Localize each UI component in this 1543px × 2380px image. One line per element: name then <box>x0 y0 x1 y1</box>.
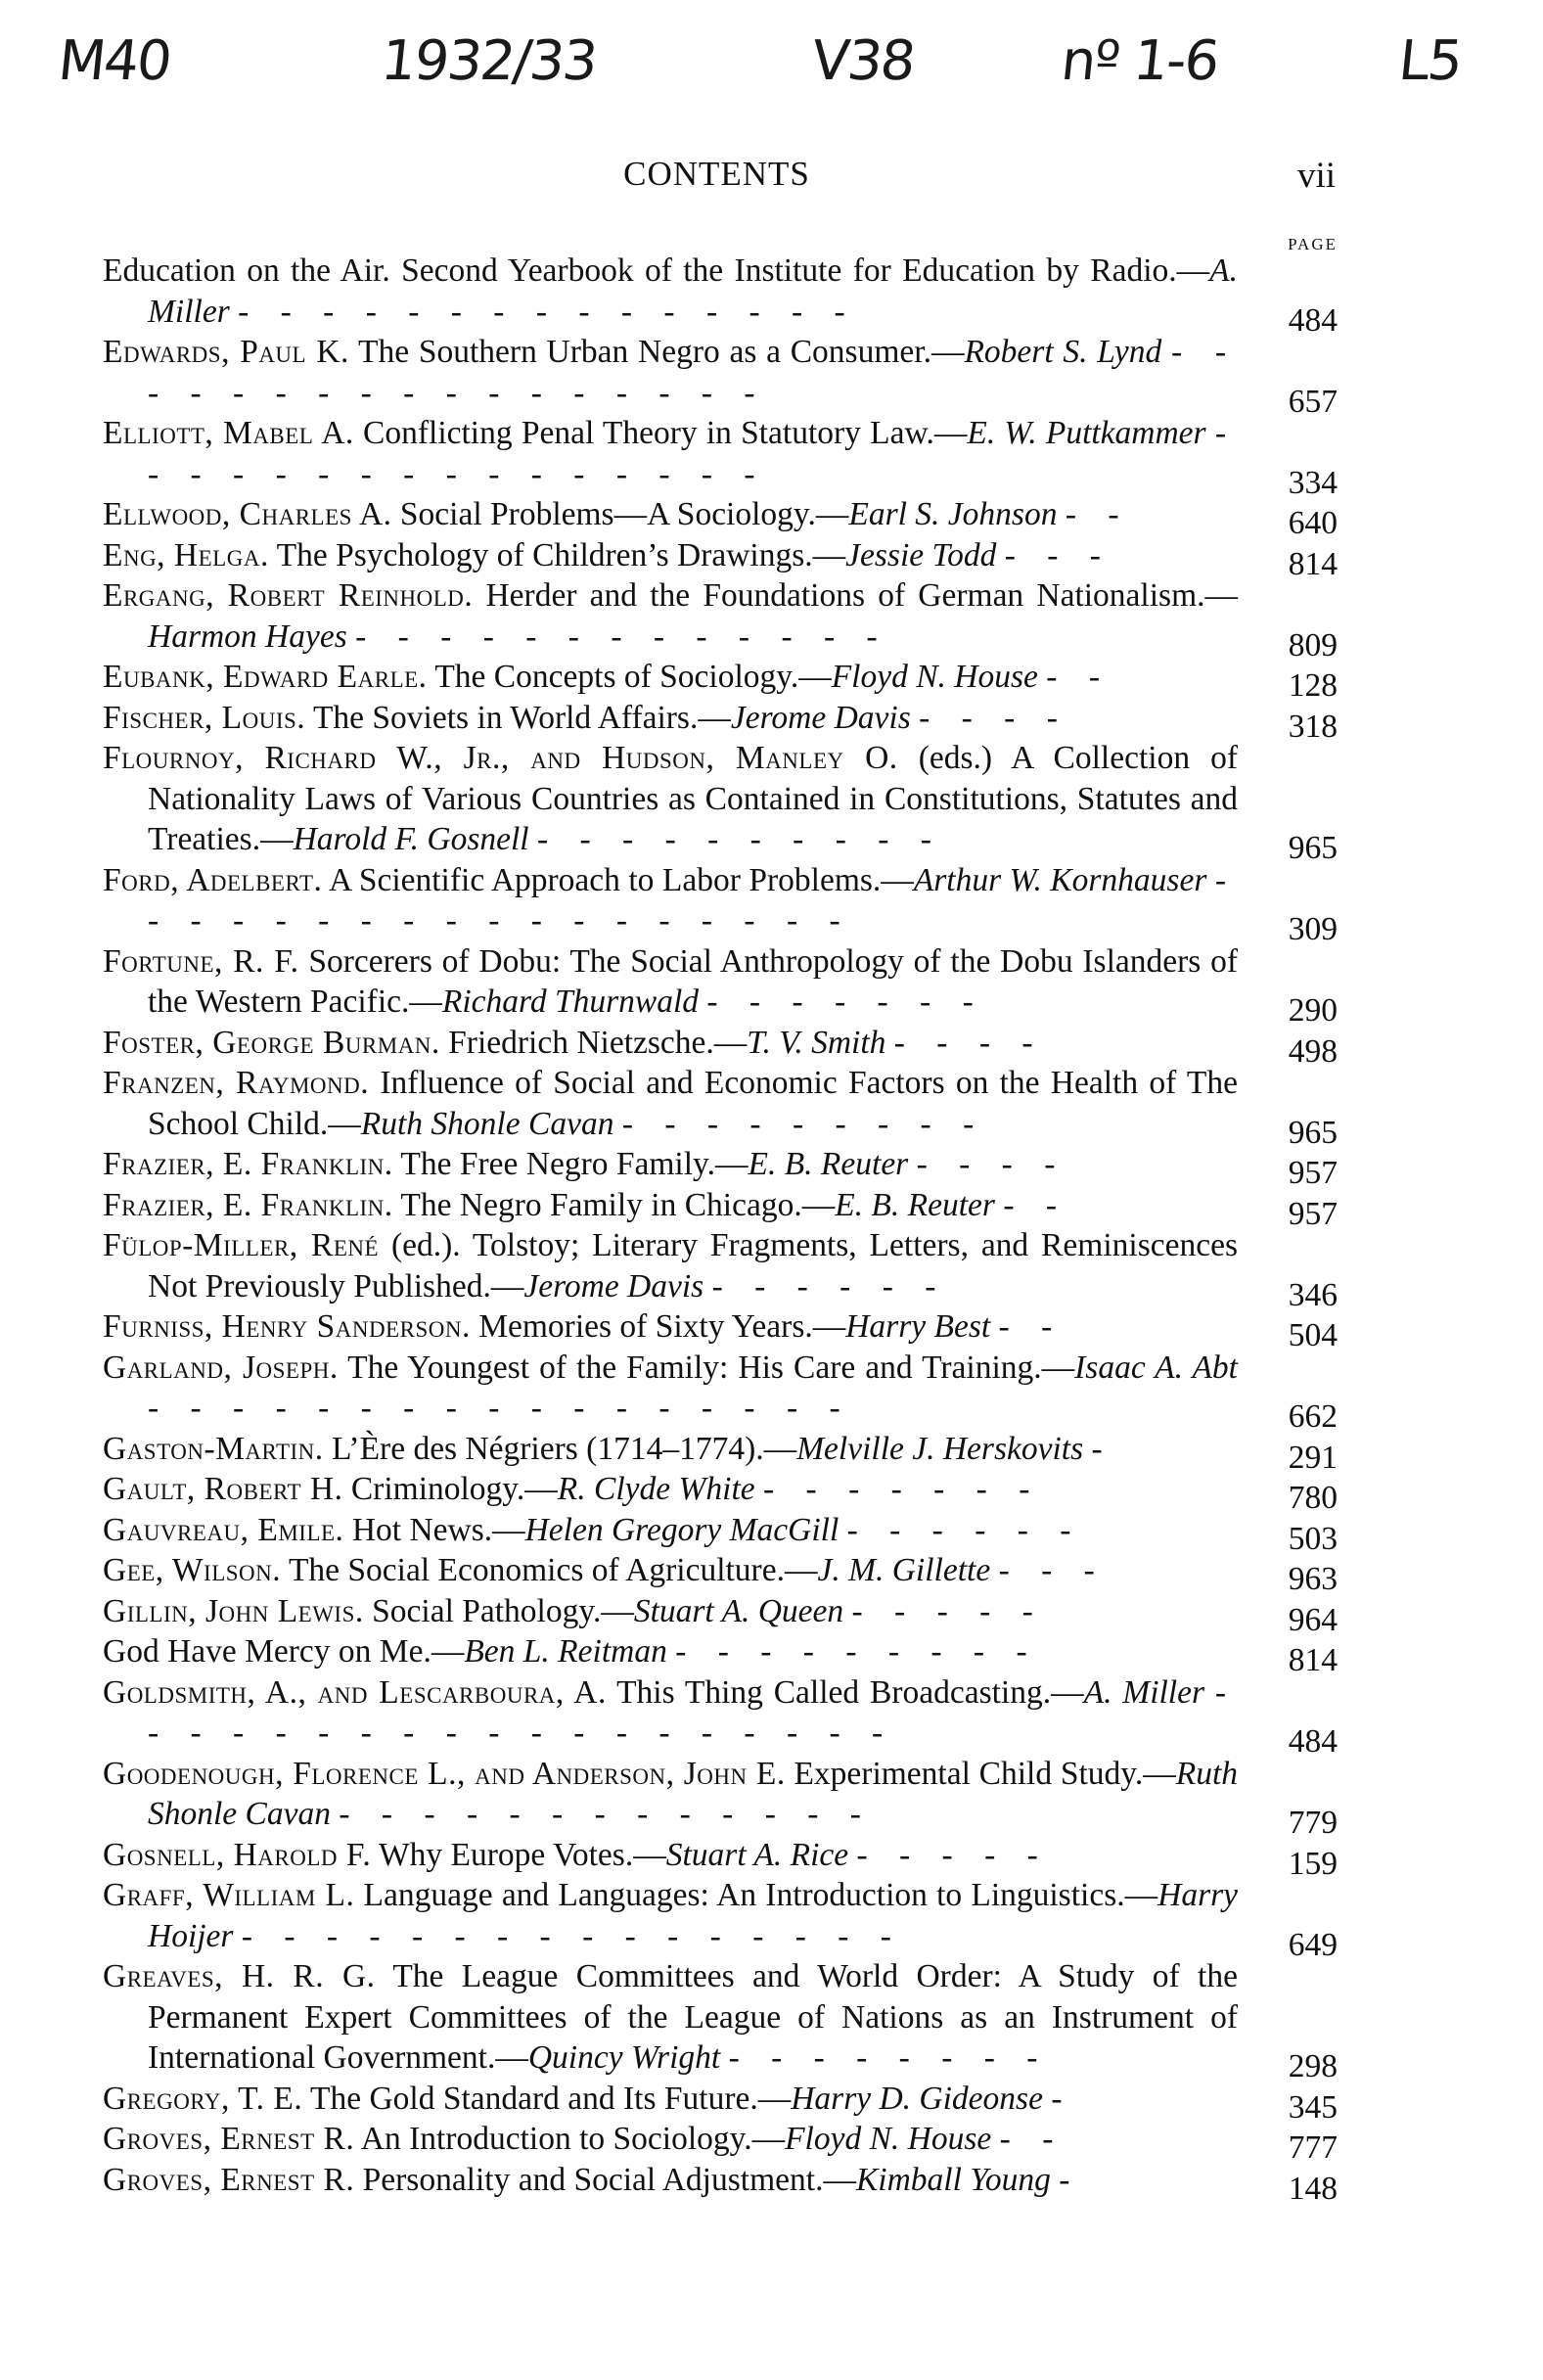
handwritten-mark-3: V38 <box>808 29 917 93</box>
entry-reviewer: Floyd N. House <box>831 659 1038 695</box>
contents-entry: Furniss, Henry Sanderson. Memories of Sixty Years.—Harry Best - - 504 <box>103 1306 1338 1348</box>
handwritten-mark-2: 1932/33 <box>378 29 600 93</box>
entry-reviewer: Earl S. Johnson <box>848 496 1058 532</box>
entry-page-number: 291 <box>1288 1439 1338 1476</box>
contents-entry: Groves, Ernest R. An Introduction to Sociology.—Floyd N. House - - 777 <box>103 2119 1338 2160</box>
entry-page-number: 484 <box>1288 1723 1338 1760</box>
entry-reviewer: Robert S. Lynd <box>964 334 1162 370</box>
entry-title: Conflicting Penal Theory in Statutory Law. <box>363 415 934 451</box>
contents-entry: God Have Mercy on Me.—Ben L. Reitman - - - - - - - - - 814 <box>103 1631 1338 1672</box>
entry-page-number: 298 <box>1288 2048 1338 2084</box>
dot-leaders: - - <box>999 2121 1066 2157</box>
entry-title: Language and Languages: An Introduction to Linguistics. <box>363 1877 1125 1913</box>
entry-reviewer: E. B. Reuter <box>835 1186 995 1223</box>
contents-entry: Ellwood, Charles A. Social Problems—A Sociology.—Earl S. Johnson - - 640 <box>103 494 1338 535</box>
dot-leaders: - - <box>1065 496 1131 532</box>
contents-entry: Gregory, T. E. The Gold Standard and Its Future.—Harry D. Gideonse - 345 <box>103 2079 1338 2120</box>
entry-author: Foster, George Burman. <box>103 1024 440 1061</box>
entry-reviewer: Ben L. Reitman <box>464 1633 667 1670</box>
dot-leaders: - - <box>1046 659 1112 695</box>
entry-page-number: 957 <box>1288 1195 1338 1232</box>
entry-title: The Psychology of Children’s Drawings. <box>276 536 813 573</box>
entry-author: Gault, Robert H. <box>103 1471 343 1507</box>
entry-author: Goldsmith, A., and Lescarboura, A. <box>103 1673 607 1711</box>
dot-leaders: - - - - - - - - - - - - - - - - - <box>148 1390 852 1426</box>
dot-leaders: - - - - <box>919 699 1069 736</box>
entry-title: Why Europe Votes. <box>379 1836 634 1873</box>
entry-reviewer: Jessie Todd <box>845 536 997 573</box>
entry-author: Eng, Helga. <box>103 536 269 573</box>
entry-author: Groves, Ernest R. <box>103 2121 355 2157</box>
contents-entry: Goldsmith, A., and Lescarboura, A. This Thing Called Broadcasting.—A. Miller - - - - - - - - - - - - - - - - - - - 484 <box>103 1672 1338 1754</box>
entry-page-number: 649 <box>1288 1926 1338 1963</box>
entry-author: Ergang, Robert Reinhold. <box>103 577 474 614</box>
entry-title: L’Ère des Négriers (1714–1774). <box>332 1430 764 1467</box>
dot-leaders: - - - - - - - - - <box>621 1105 986 1142</box>
dot-leaders: - - - - - - - - <box>728 2039 1050 2076</box>
entry-author: Greaves, H. R. G. <box>103 1958 376 1994</box>
entry-page-number: 779 <box>1288 1805 1338 1841</box>
contents-entry: Garland, Joseph. The Youngest of the Family: His Care and Training.—Isaac A. Abt - - - - - - - - - - - - - - - - - 662 <box>103 1348 1338 1429</box>
entry-title: A Scientific Approach to Labor Problems. <box>329 861 882 898</box>
contents-entry: Foster, George Burman. Friedrich Nietzsche.—T. V. Smith - - - - 498 <box>103 1023 1338 1064</box>
contents-entry: Eng, Helga. The Psychology of Children’s Drawings.—Jessie Todd - - - 814 <box>103 535 1338 576</box>
dot-leaders: - - - - - - <box>846 1511 1083 1548</box>
entry-author: Frazier, E. Franklin. <box>103 1186 393 1223</box>
handwritten-mark-4: nº 1-6 <box>1058 29 1221 93</box>
dot-leaders: - - - - - - - - - - - - - <box>339 1796 873 1832</box>
handwritten-mark-1: M40 <box>55 29 173 93</box>
entry-title: Memories of Sixty Years. <box>478 1308 813 1345</box>
contents-entry: Gosnell, Harold F. Why Europe Votes.—Stuart A. Rice - - - - - 159 <box>103 1835 1338 1876</box>
dot-leaders: - - - - <box>893 1024 1045 1061</box>
entry-author: Ford, Adelbert. <box>103 861 323 898</box>
entry-author: Gaston-Martin. <box>103 1430 324 1467</box>
entry-title: Experimental Child Study. <box>794 1755 1144 1792</box>
entry-reviewer: J. M. Gillette <box>817 1552 991 1588</box>
contents-entry: Gee, Wilson. The Social Economics of Agriculture.—J. M. Gillette - - - 963 <box>103 1550 1338 1591</box>
entry-title: An Introduction to Sociology. <box>360 2121 752 2157</box>
entry-author: Garland, Joseph. <box>103 1349 339 1386</box>
dot-leaders: - - - - - - - - - - - - - - - - <box>241 1917 903 1954</box>
entry-title: The Social Economics of Agriculture. <box>288 1552 785 1588</box>
entry-page-number: 346 <box>1288 1276 1338 1313</box>
entry-author: Gregory, T. E. <box>103 2080 303 2117</box>
entry-author: Furniss, Henry Sanderson. <box>103 1308 471 1345</box>
entry-reviewer: Ruth Shonle Cavan <box>360 1105 614 1142</box>
contents-entry: Groves, Ernest R. Personality and Social Adjustment.—Kimball Young - 148 <box>103 2160 1338 2201</box>
entry-reviewer: T. V. Smith <box>747 1024 886 1061</box>
entry-reviewer: Helen Gregory MacGill <box>524 1511 840 1548</box>
entry-author: Graff, William L. <box>103 1877 355 1913</box>
entry-title: The Southern Urban Negro as a Consumer. <box>358 334 931 370</box>
entry-reviewer: A. Miller <box>1083 1673 1205 1711</box>
dot-leaders: - - - - - - - - - - - - - - - <box>238 293 857 330</box>
entry-reviewer: E. W. Puttkammer <box>967 415 1206 451</box>
handwritten-mark-5: L5 <box>1395 29 1465 93</box>
dot-leaders: - - - - - - - - - - - - - - - - <box>148 415 1238 492</box>
entry-page-number: 964 <box>1288 1601 1338 1638</box>
entry-title: This Thing Called Broadcasting. <box>616 1673 1052 1711</box>
entry-page-number: 309 <box>1288 911 1338 947</box>
contents-entry: Greaves, H. R. G. The League Committees and World Order: A Study of the Permanent Expert Committees of the League of Nations as an Instrument of International Government.—Quincy Wright - - - - - - - - 298 <box>103 1956 1338 2079</box>
dot-leaders: - - <box>1003 1186 1069 1223</box>
dot-leaders: - - - - - - - - - - - - - <box>355 618 889 655</box>
dot-leaders: - <box>1059 2161 1082 2198</box>
entry-author: Goodenough, Florence L., and Anderson, John E. <box>103 1755 786 1792</box>
dot-leaders: - - - - - <box>851 1592 1045 1629</box>
entry-reviewer: Jerome Davis <box>523 1267 704 1304</box>
entry-title: The Free Negro Family. <box>400 1146 715 1182</box>
entry-reviewer: R. Clyde White <box>557 1471 755 1507</box>
dot-leaders: - - - - - - - - - - - - - - - - - <box>148 334 1239 411</box>
entry-reviewer: Harry D. Gideonse <box>791 2080 1043 2117</box>
entry-reviewer: Arthur W. Kornhauser <box>913 861 1207 898</box>
dot-leaders: - - - - - - - <box>763 1471 1042 1507</box>
entry-page-number: 657 <box>1288 383 1338 420</box>
entry-title: Social Problems—A Sociology. <box>399 496 816 532</box>
dot-leaders: - <box>1051 2080 1074 2117</box>
dot-leaders: - - - - - - - - - - - - - - - - - - - <box>148 1673 1239 1751</box>
entry-page-number: 504 <box>1288 1317 1338 1353</box>
entry-reviewer: A. Miller <box>148 252 1238 330</box>
contents-entry: Goodenough, Florence L., and Anderson, John E. Experimental Child Study.—Ruth Shonle Cavan - - - - - - - - - - - - - 779 <box>103 1754 1338 1835</box>
entry-page-number: 662 <box>1288 1398 1338 1435</box>
entry-reviewer: Harry Best <box>845 1308 991 1345</box>
entry-page-number: 498 <box>1288 1032 1338 1070</box>
entry-title: Friedrich Nietzsche. <box>448 1024 714 1061</box>
entry-title: Social Pathology. <box>372 1592 602 1629</box>
entry-page-number: 957 <box>1288 1155 1338 1191</box>
contents-entry: Fülop-Miller, René (ed.). Tolstoy; Literary Fragments, Letters, and Reminiscences Not Previously Published.—Jerome Davis - - - - - - 346 <box>103 1225 1338 1306</box>
page-column-label: PAGE <box>1288 235 1338 253</box>
entry-page-number: 290 <box>1288 992 1338 1029</box>
entry-page-number: 148 <box>1288 2170 1338 2207</box>
entry-author: Fortune, R. F. <box>103 942 299 980</box>
entry-page-number: 780 <box>1288 1480 1338 1516</box>
entry-page-number: 809 <box>1288 626 1338 664</box>
entry-title: Sorcerers of Dobu: The Social Anthropology of the Dobu Islanders of the Western Pacific. <box>148 942 1239 1020</box>
contents-entry: Ergang, Robert Reinhold. Herder and the Foundations of German Nationalism.—Harmon Hayes - - - - - - - - - - - - - 809 <box>103 575 1338 657</box>
contents-entry: Frazier, E. Franklin. The Negro Family in Chicago.—E. B. Reuter - - 957 <box>103 1185 1338 1226</box>
contents-entry: Gauvreau, Emile. Hot News.—Helen Gregory MacGill - - - - - - 503 <box>103 1510 1338 1551</box>
entry-page-number: 334 <box>1288 464 1338 501</box>
contents-entry: Gillin, John Lewis. Social Pathology.—Stuart A. Queen - - - - - 964 <box>103 1591 1338 1632</box>
contents-entry: Fortune, R. F. Sorcerers of Dobu: The Social Anthropology of the Dobu Islanders of the Western Pacific.—Richard Thurnwald - - - - - - - 290 <box>103 941 1338 1023</box>
entry-page-number: 128 <box>1288 667 1338 704</box>
entry-reviewer: Harry Hoijer <box>148 1877 1239 1954</box>
entry-page-number: 963 <box>1288 1561 1338 1597</box>
entry-author: Fischer, Louis. <box>103 699 306 736</box>
contents-entry: Eubank, Edward Earle. The Concepts of Sociology.—Floyd N. House - - 128 <box>103 657 1338 698</box>
dot-leaders: - - - <box>998 1552 1107 1588</box>
entry-reviewer: Stuart A. Queen <box>633 1592 844 1629</box>
entry-page-number: 318 <box>1288 708 1338 745</box>
entry-title: The Gold Standard and Its Future. <box>309 2080 758 2117</box>
contents-list <box>103 251 1338 2207</box>
running-header <box>98 155 1336 204</box>
entry-title: The League Committees and World Order: A Study of the Permanent Expert Committees of the League of Nations as an Instrument of International Government. <box>148 1958 1238 2076</box>
contents-entry: Frazier, E. Franklin. The Free Negro Family.—E. B. Reuter - - - - 957 <box>103 1144 1338 1185</box>
contents-entry: Graff, William L. Language and Languages: An Introduction to Linguistics.—Harry Hoijer - - - - - - - - - - - - - - - - 649 <box>103 1875 1338 1956</box>
contents-entry: Ford, Adelbert. A Scientific Approach to Labor Problems.—Arthur W. Kornhauser - - - - - - - - - - - - - - - - - - 309 <box>103 860 1338 941</box>
dot-leaders: - - - - <box>916 1146 1067 1182</box>
entry-title: Education on the Air. Second Yearbook of the Institute for Education by Radio. <box>103 252 1177 289</box>
entry-reviewer: Floyd N. House <box>785 2121 992 2157</box>
contents-entry: Gaston-Martin. L’Ère des Négriers (1714–1774).—Melville J. Herskovits - 291 <box>103 1429 1338 1470</box>
handwritten-annotation <box>55 29 1487 108</box>
entry-title: Herder and the Foundations of German Nationalism. <box>485 577 1205 614</box>
entry-page-number: 965 <box>1288 830 1338 866</box>
dot-leaders: - - - - - - - - - - <box>536 821 943 857</box>
entry-author: Gosnell, Harold F. <box>103 1836 372 1873</box>
dot-leaders: - - - - - <box>856 1836 1050 1873</box>
entry-title: Hot News. <box>351 1511 493 1548</box>
page-title: CONTENTS <box>623 155 810 193</box>
entry-reviewer: Melville J. Herskovits <box>796 1430 1084 1467</box>
entry-title: God Have Mercy on Me. <box>103 1633 431 1670</box>
dot-leaders: - <box>1091 1430 1114 1467</box>
entry-reviewer: Richard Thurnwald <box>441 984 700 1020</box>
entry-author: Elliott, Mabel A. <box>103 415 354 451</box>
entry-author: Eubank, Edward Earle. <box>103 659 428 695</box>
contents-entry: Flournoy, Richard W., Jr., and Hudson, Manley O. (eds.) A Collection of Nationality Laws of Various Countries as Contained in Constitutions, Statutes and Treaties.—Harold F. Gosnell - - - - - - - - - - 965 <box>103 738 1338 860</box>
entry-title: Criminology. <box>350 1471 525 1507</box>
entry-reviewer: Kimball Young <box>855 2161 1051 2198</box>
entry-author: Ellwood, Charles A. <box>103 496 392 532</box>
contents-entry: Education on the Air. Second Yearbook of the Institute for Education by Radio.—A. Miller - - - - - - - - - - - - - - - 484 <box>103 251 1338 332</box>
contents-entry: Elliott, Mabel A. Conflicting Penal Theory in Statutory Law.—E. W. Puttkammer - - - - - - - - - - - - - - - - 334 <box>103 413 1338 494</box>
contents-entry: Franzen, Raymond. Influence of Social and Economic Factors on the Health of The School Child.—Ruth Shonle Cavan - - - - - - - - - 965 <box>103 1063 1338 1144</box>
entry-author: Flournoy, Richard W., Jr., and Hudson, Manley O. <box>103 740 898 776</box>
entry-page-number: 503 <box>1288 1520 1338 1557</box>
entry-page-number: 484 <box>1288 301 1338 339</box>
entry-page-number: 814 <box>1288 545 1338 582</box>
entry-reviewer: Harmon Hayes <box>148 618 347 655</box>
entry-title: The Youngest of the Family: His Care and Training. <box>347 1349 1042 1386</box>
entry-reviewer: Quincy Wright <box>527 2039 721 2076</box>
dot-leaders: - - - - - - - - - - - - - - - - - - <box>148 861 1239 938</box>
entry-page-number: 777 <box>1288 2129 1338 2166</box>
folio-number: vii <box>1296 156 1336 196</box>
entry-author: Edwards, Paul K. <box>103 334 349 370</box>
contents-entry: Fischer, Louis. The Soviets in World Affairs.—Jerome Davis - - - - 318 <box>103 698 1338 739</box>
entry-reviewer: Jerome Davis <box>730 699 911 736</box>
entry-page-number: 640 <box>1288 505 1338 541</box>
entry-author: Gillin, John Lewis. <box>103 1592 364 1629</box>
entry-title: The Negro Family in Chicago. <box>400 1186 802 1223</box>
entry-reviewer: E. B. Reuter <box>748 1146 909 1182</box>
entry-page-number: 965 <box>1288 1114 1338 1151</box>
entry-page-number: 345 <box>1288 2088 1338 2126</box>
entry-reviewer: Isaac A. Abt <box>1074 1349 1238 1386</box>
entry-author: Gee, Wilson. <box>103 1552 282 1588</box>
entry-title: Personality and Social Adjustment. <box>362 2161 824 2198</box>
entry-title: Influence of Social and Economic Factors on the Health of The School Child. <box>148 1065 1238 1142</box>
entry-title: (ed.). Tolstoy; Literary Fragments, Letters, and Reminiscences Not Previously Published. <box>148 1227 1238 1304</box>
dot-leaders: - - - - - - <box>711 1267 948 1304</box>
entry-reviewer: Harold F. Gosnell <box>293 821 529 857</box>
dot-leaders: - - - - - - - <box>706 984 985 1020</box>
entry-author: Franzen, Raymond. <box>103 1065 370 1101</box>
dot-leaders: - - <box>998 1308 1065 1345</box>
entry-reviewer: Ruth Shonle Cavan <box>148 1755 1239 1832</box>
entry-title: (eds.) A Collection of Nationality Laws of Various Countries as Contained in Constitutions, Statutes and Treaties. <box>148 740 1238 857</box>
entry-author: Gauvreau, Emile. <box>103 1511 344 1548</box>
entry-page-number: 814 <box>1288 1642 1338 1678</box>
entry-title: The Soviets in World Affairs. <box>312 699 699 736</box>
entry-reviewer: Stuart A. Rice <box>665 1836 849 1873</box>
entry-page-number: 159 <box>1288 1845 1338 1882</box>
entry-author: Fülop-Miller, René <box>103 1227 380 1263</box>
dot-leaders: - - - - - - - - - <box>675 1633 1039 1670</box>
entry-title: The Concepts of Sociology. <box>434 659 799 695</box>
contents-entry: Gault, Robert H. Criminology.—R. Clyde White - - - - - - - 780 <box>103 1469 1338 1510</box>
entry-author: Frazier, E. Franklin. <box>103 1146 393 1182</box>
entry-author: Groves, Ernest R. <box>103 2161 355 2198</box>
dot-leaders: - - - <box>1004 536 1112 573</box>
contents-entry: Edwards, Paul K. The Southern Urban Negro as a Consumer.—Robert S. Lynd - - - - - - - - - - - - - - - - - 657 <box>103 332 1338 413</box>
